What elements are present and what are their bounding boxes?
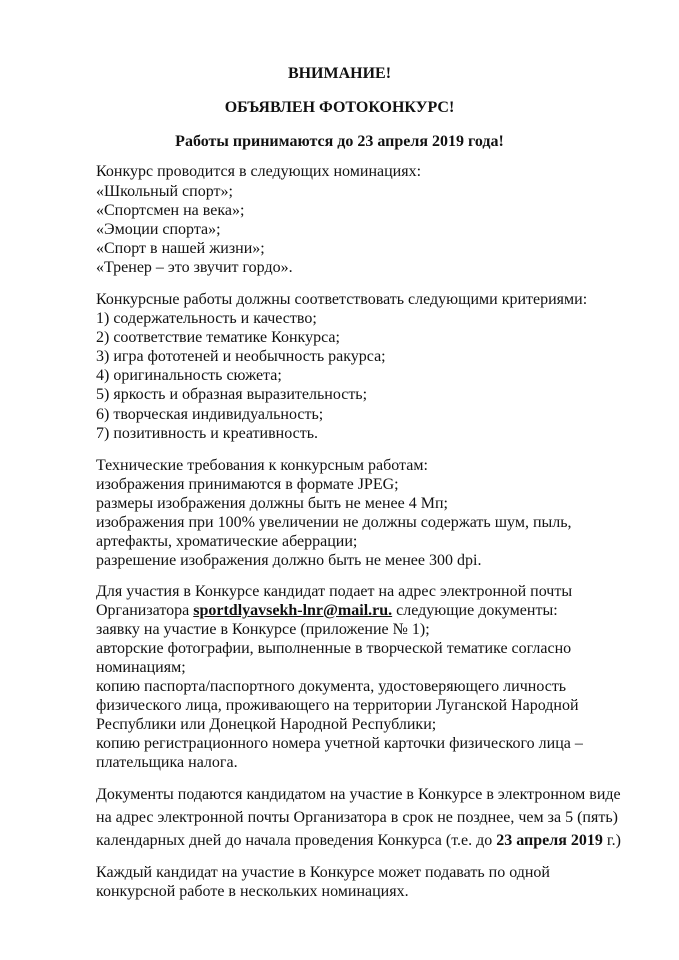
- organizer-email-link[interactable]: sportdlyavsekh-lnr@mail.ru.: [193, 602, 393, 619]
- criteria-item: 1) содержательность и качество;: [96, 310, 317, 327]
- criteria-item: 2) соответствие тематике Конкурса;: [96, 329, 340, 346]
- submission-line: на адрес электронной почты Организатора в срок не позднее, чем за 5 (пять): [96, 809, 618, 826]
- participation-line: плательщика налога.: [96, 754, 238, 771]
- participation-line: номинациям;: [96, 659, 186, 676]
- nominations-intro: Конкурс проводится в следующих номинациях:: [96, 163, 422, 180]
- technical-line: изображения при 100% увеличении не должны содержать шум, пыль,: [96, 514, 572, 531]
- nomination-item: «Школьный спорт»;: [96, 183, 233, 200]
- nomination-item: «Тренер – это звучит гордо».: [96, 259, 293, 276]
- nomination-item: «Эмоции спорта»;: [96, 221, 221, 238]
- participation-line-suffix: следующие документы:: [392, 602, 558, 619]
- participation-line-prefix: Организатора: [96, 602, 194, 619]
- participation-line: авторские фотографии, выполненные в творческой тематике согласно: [96, 640, 572, 657]
- participation-line: физического лица, проживающего на территории Луганской Народной: [96, 697, 579, 714]
- criteria-item: 5) яркость и образная выразительность;: [96, 386, 368, 403]
- criteria-item: 6) творческая индивидуальность;: [96, 406, 324, 423]
- criteria-item: 4) оригинальность сюжета;: [96, 367, 282, 384]
- participation-email-line: [96, 601, 666, 621]
- heading-announced: ОБЪЯВЛЕН ФОТОКОНКУРС!: [224, 99, 455, 116]
- nomination-item: «Спорт в нашей жизни»;: [96, 240, 265, 257]
- participation-line: копию регистрационного номера учетной карточки физического лица –: [96, 735, 583, 752]
- closing-line: конкурсной работе в нескольких номинациях.: [96, 883, 409, 900]
- technical-line: изображения принимаются в формате JPEG;: [96, 476, 399, 493]
- technical-line: размеры изображения должны быть не менее 4 Мп;: [96, 495, 448, 512]
- criteria-item: 7) позитивность и креативность.: [96, 425, 319, 442]
- heading-attention: ВНИМАНИЕ!: [287, 65, 392, 82]
- criteria-item: 3) игра фототеней и необычность ракурса;: [96, 348, 386, 365]
- participation-line: заявку на участие в Конкурсе (приложение № 1);: [96, 621, 430, 638]
- participation-line: копию паспорта/паспортного документа, удостоверяющего личность: [96, 678, 567, 695]
- technical-line: артефакты, хроматические аберрации;: [96, 533, 358, 550]
- submission-line: Документы подаются кандидатом на участие в Конкурсе в электронном виде: [96, 786, 621, 803]
- technical-line: разрешение изображения должно быть не менее 300 dpi.: [96, 552, 482, 569]
- participation-line: Для участия в Конкурсе кандидат подает на адрес электронной почты: [96, 583, 573, 600]
- technical-intro: Технические требования к конкурсным работам:: [96, 457, 428, 474]
- criteria-intro: Конкурсные работы должны соответствовать следующими критериями:: [96, 291, 588, 308]
- submission-date-line: [96, 831, 666, 851]
- submission-deadline-date: 23 апреля 2019: [496, 832, 603, 849]
- participation-line: Республики или Донецкой Народной Республики;: [96, 716, 437, 733]
- closing-line: Каждый кандидат на участие в Конкурсе может подавать по одной: [96, 864, 550, 881]
- submission-line-suffix: г.): [602, 832, 621, 849]
- heading-deadline: Работы принимаются до 23 апреля 2019 года!: [175, 133, 504, 150]
- nomination-item: «Спортсмен на века»;: [96, 202, 245, 219]
- submission-line-prefix: календарных дней до начала проведения Конкурса (т.е. до: [96, 832, 497, 849]
